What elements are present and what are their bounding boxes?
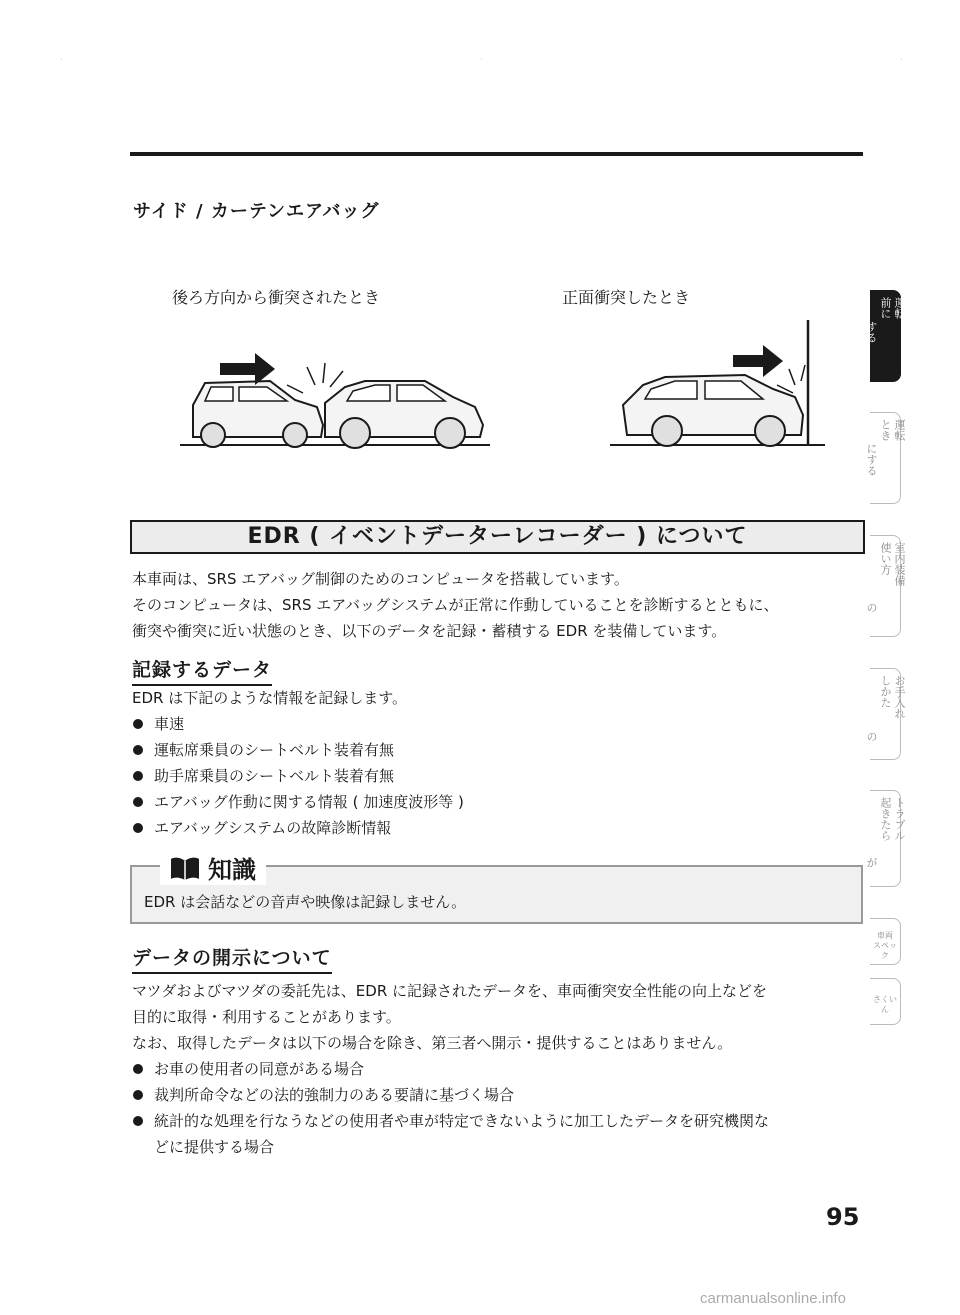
heading-data-disclosure: データの開示について: [132, 943, 332, 974]
list-item: 裁判所命令などの法的強制力のある要請に基づく場合: [132, 1082, 769, 1108]
front-collision-illustration: [605, 315, 830, 455]
knowledge-label: 知識: [208, 856, 256, 884]
disclosure-paragraph: [132, 978, 867, 1056]
list-item: 車速: [132, 711, 464, 737]
tab-label: 前に: [879, 297, 892, 319]
crop-mark: ·: [480, 55, 483, 64]
crop-mark: ·: [60, 55, 63, 64]
knowledge-header: [160, 850, 266, 885]
tab-label: さくいん: [873, 995, 897, 1014]
tab-label: しかた: [879, 675, 892, 708]
disclosure-line: なお、取得したデータは以下の場合を除き、第三者へ開示・提供することはありません。: [132, 1034, 733, 1052]
caption-front: 正面衝突したとき: [562, 288, 691, 307]
list-item: [132, 1108, 769, 1160]
tab-label: 使い方: [879, 542, 892, 575]
tab-label: とき: [879, 419, 892, 441]
crop-mark: ·: [900, 55, 903, 64]
tab-label: する: [865, 321, 878, 343]
tab-label: トラブル: [893, 797, 906, 841]
tab-index[interactable]: [870, 978, 901, 1025]
tab-label: 室内装備: [893, 542, 906, 586]
disclosure-line: マツダおよびマツダの委託先は、EDR に記録されたデータを、車両衝突安全性能の向上などを: [132, 982, 768, 1000]
record-intro: EDR は下記のような情報を記録します。: [132, 689, 408, 707]
tab-label: の: [865, 602, 878, 613]
tab-label: スペック: [873, 941, 897, 960]
heading-record-data: 記録するデータ: [132, 655, 272, 686]
subtitle: サイド / カーテンエアバッグ: [133, 201, 380, 222]
list-item: エアバッグシステムの故障診断情報: [132, 815, 464, 841]
list-item-line: 統計的な処理を行なうなどの使用者や車が特定できないように加工したデータを研究機関な: [154, 1112, 770, 1130]
caption-rear: 後ろ方向から衝突されたとき: [172, 288, 381, 307]
section-title-edr: EDR ( イベントデーターレコーダー ) について: [130, 520, 865, 554]
list-item: 助手席乗員のシートベルト装着有無: [132, 763, 464, 789]
intro-line: 本車両は、SRS エアバッグ制御のためのコンピュータを搭載しています。: [132, 570, 629, 588]
tab-label: 起きたら: [879, 797, 892, 841]
tab-while-driving[interactable]: [865, 412, 906, 504]
list-item-line: どに提供する場合: [154, 1138, 275, 1156]
tab-label: 運転: [893, 297, 906, 319]
intro-line: 衝突や衝突に近い状態のとき、以下のデータを記録・蓄積する EDR を装備しています。: [132, 622, 727, 640]
tab-vehicle-specs[interactable]: [870, 918, 901, 965]
record-list: [132, 711, 464, 841]
tab-label: にする: [865, 443, 878, 476]
tab-maintenance[interactable]: [865, 668, 906, 760]
intro-paragraph: [132, 566, 867, 644]
tab-before-driving[interactable]: [865, 290, 906, 382]
tab-label: 運転: [893, 419, 906, 441]
page-number: 95: [826, 1203, 860, 1231]
tab-label: の: [865, 731, 878, 742]
list-item: エアバッグ作動に関する情報 ( 加速度波形等 ): [132, 789, 464, 815]
disclosure-list: [132, 1056, 769, 1160]
knowledge-text: EDR は会話などの音声や映像は記録しません。: [144, 893, 467, 911]
intro-line: そのコンピュータは、SRS エアバッグシステムが正常に作動していることを診断するとともに、: [132, 596, 779, 614]
list-item: お車の使用者の同意がある場合: [132, 1056, 769, 1082]
tab-label: が: [865, 857, 878, 868]
tab-troubleshooting[interactable]: [865, 790, 906, 887]
list-item: 運転席乗員のシートベルト装着有無: [132, 737, 464, 763]
book-icon: [170, 855, 200, 881]
watermark: carmanualsonline.info: [700, 1290, 846, 1307]
tab-label: お手入れ: [893, 675, 906, 719]
tab-label: 車両: [877, 931, 893, 940]
tab-interior[interactable]: [865, 535, 906, 637]
top-rule: [130, 152, 863, 156]
rear-collision-illustration: [175, 345, 495, 455]
disclosure-line: 目的に取得・利用することがあります。: [132, 1008, 401, 1026]
